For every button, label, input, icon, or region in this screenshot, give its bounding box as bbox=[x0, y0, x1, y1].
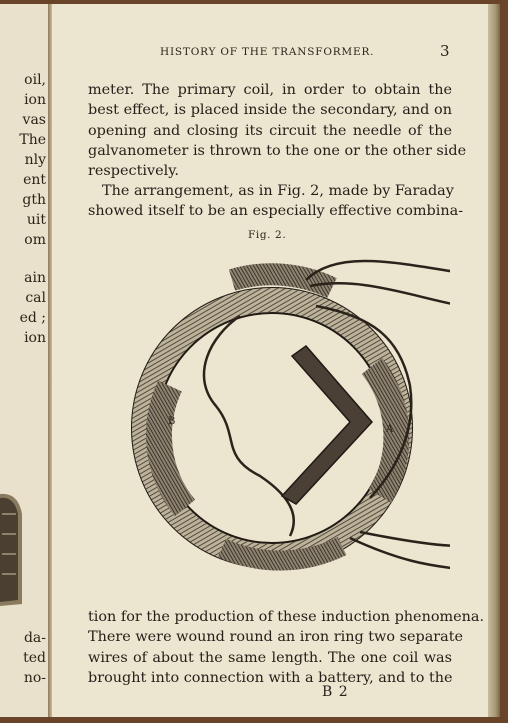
figure-label-left: B bbox=[168, 416, 176, 427]
left-page-illustration-fragment bbox=[0, 484, 48, 614]
left-page-fragment: ent bbox=[23, 172, 46, 188]
text-line: meter. The primary coil, in order to obtain the bbox=[88, 82, 452, 98]
text-line: opening and closing its circuit the needle of the bbox=[88, 122, 452, 139]
left-page-fragment: ain bbox=[24, 270, 46, 286]
left-page-fragment: om bbox=[24, 232, 46, 248]
text-line: showed itself to be an especially effective combina- bbox=[88, 203, 464, 220]
coil-b bbox=[159, 386, 185, 508]
left-page bbox=[0, 4, 49, 717]
text-line: galvanometer is thrown to the one or the other side bbox=[88, 142, 467, 159]
wire bbox=[350, 538, 450, 570]
text-line: best effect, is placed inside the secondary, and on bbox=[88, 102, 452, 119]
signature-mark: B 2 bbox=[322, 684, 349, 700]
left-page-fragment: gth bbox=[22, 192, 46, 208]
page-number: 3 bbox=[440, 42, 450, 60]
text-line: The arrangement, as in Fig. 2, made by Faraday bbox=[102, 183, 454, 199]
left-page-fragment: nly bbox=[24, 152, 46, 168]
left-page-fragment: ed ; bbox=[19, 310, 46, 326]
paragraph-3 bbox=[88, 607, 485, 688]
left-page-fragment: da- bbox=[23, 630, 46, 646]
left-page-fragment: oil, bbox=[24, 72, 46, 88]
left-page-fragment: ted bbox=[23, 650, 46, 666]
left-page-fragment: uit bbox=[26, 212, 46, 228]
text-line: wires of about the same length. The one coil was bbox=[88, 649, 452, 666]
text-line: tion for the production of these induction phenomena. bbox=[88, 609, 485, 625]
paragraph-1 bbox=[88, 80, 467, 181]
text-line: brought into connection with a battery, and to the bbox=[88, 669, 453, 686]
left-page-fragment: vas bbox=[22, 112, 46, 128]
left-page-fragment: cal bbox=[25, 290, 46, 306]
page-edge bbox=[488, 4, 500, 717]
figure-caption: Fig. 2. bbox=[248, 229, 287, 241]
running-head: HISTORY OF THE TRANSFORMER. bbox=[160, 46, 375, 58]
right-page bbox=[52, 4, 488, 717]
left-page-fragment: no- bbox=[23, 670, 46, 686]
faraday-ring-illustration bbox=[110, 246, 450, 596]
wire bbox=[360, 532, 450, 546]
left-page-fragment: ion bbox=[24, 92, 46, 108]
left-page-fragment: ion bbox=[24, 330, 46, 346]
text-line: respectively. bbox=[88, 163, 179, 180]
wire bbox=[204, 316, 294, 536]
figure-label-right: A bbox=[386, 424, 394, 435]
compass-needle bbox=[282, 346, 372, 504]
paragraph-2 bbox=[88, 181, 464, 222]
left-page-fragment: The bbox=[19, 132, 46, 148]
text-line: There were wound round an iron ring two separate bbox=[88, 629, 464, 646]
